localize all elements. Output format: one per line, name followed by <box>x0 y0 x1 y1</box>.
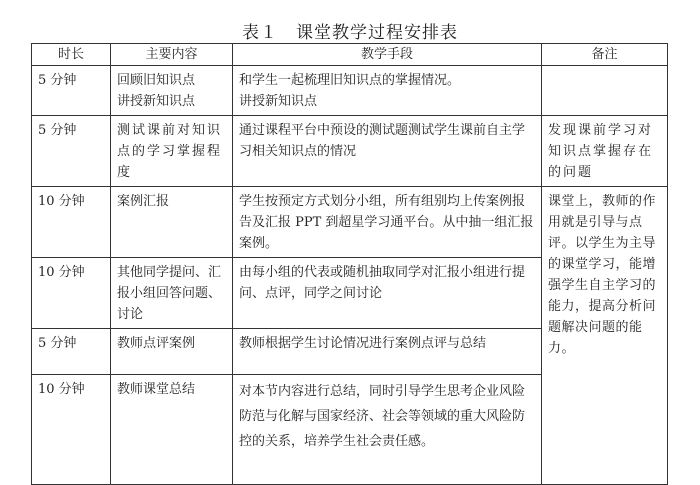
header-method: 教学手段 <box>233 44 542 66</box>
header-remark: 备注 <box>542 44 668 66</box>
content-cell: 教师课堂总结 <box>111 375 233 485</box>
content-cell: 测试课前对知识点的学习掌握程度 <box>111 116 233 187</box>
remark-cell <box>542 66 668 116</box>
method-cell: 教师根据学生讨论情况进行案例点评与总结 <box>233 329 542 375</box>
table-title: 表１ 课堂教学过程安排表 <box>242 23 458 43</box>
content-cell: 案例汇报 <box>111 187 233 258</box>
duration-cell: 5 分钟 <box>32 329 111 375</box>
content-cell: 回顾旧知识点 讲授新知识点 <box>111 66 233 116</box>
table-row <box>32 187 668 258</box>
duration-cell: 5 分钟 <box>32 116 111 187</box>
header-content: 主要内容 <box>111 44 233 66</box>
method-cell: 对本节内容进行总结，同时引导学生思考企业风险防范与化解与国家经济、社会等领域的重大风险防控的关系，培养学生社会责任感。 <box>233 375 542 485</box>
content-cell: 教师点评案例 <box>111 329 233 375</box>
content-cell: 其他同学提问、汇报小组回答问题、讨论 <box>111 258 233 329</box>
method-cell: 通过课程平台中预设的测试题测试学生课前自主学习相关知识点的情况 <box>233 116 542 187</box>
header-row <box>32 44 668 66</box>
method-cell: 由每小组的代表或随机抽取同学对汇报小组进行提问、点评，同学之间讨论 <box>233 258 542 329</box>
duration-cell: 10 分钟 <box>32 187 111 258</box>
duration-cell: 5 分钟 <box>32 66 111 116</box>
remark-cell: 发现课前学习对知识点掌握存在的问题 <box>542 116 668 187</box>
duration-cell: 10 分钟 <box>32 258 111 329</box>
schedule-table <box>31 43 668 485</box>
method-cell: 学生按预定方式划分小组，所有组别均上传案例报告及汇报 PPT 到超星学习通平台。从中抽一组汇报案例。 <box>233 187 542 258</box>
method-cell: 和学生一起梳理旧知识点的掌握情况。 讲授新知识点 <box>233 66 542 116</box>
remark-cell: 课堂上，教师的作用就是引导与点评。以学生为主导的课堂学习，能增强学生自主学习的能力，提高分析问题解决问题的能力。 <box>542 187 668 485</box>
duration-cell: 10 分钟 <box>32 375 111 485</box>
table-row <box>32 116 668 187</box>
table-row <box>32 66 668 116</box>
header-duration: 时长 <box>32 44 111 66</box>
